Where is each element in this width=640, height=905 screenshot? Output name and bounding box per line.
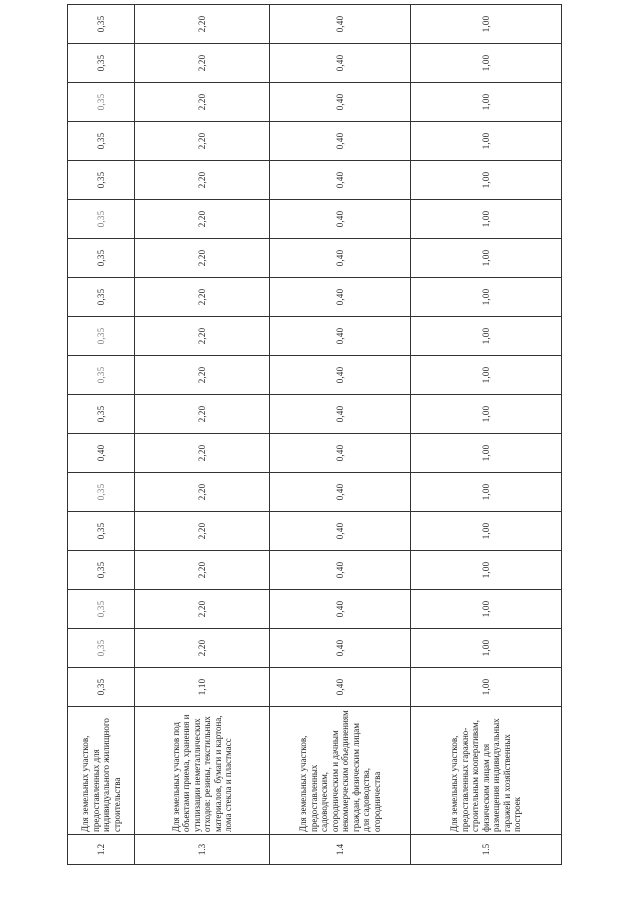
table-row [270,5,411,865]
coefficient-cell: 0,35 [68,551,135,590]
coefficient-cell: 2,20 [135,239,270,278]
coefficient-cell: 0,40 [270,395,411,434]
coefficient-cell: 0,40 [270,551,411,590]
coefficient-cell: 0,40 [270,317,411,356]
coefficient-cell: 0,40 [270,161,411,200]
coefficient-cell: 0,40 [270,473,411,512]
coefficient-cell: 1,00 [411,473,562,512]
coefficient-cell: 0,40 [270,5,411,44]
row-number: 1.3 [135,835,270,865]
coefficient-cell: 0,35 [68,590,135,629]
coefficient-cell: 2,20 [135,200,270,239]
coefficient-cell: 2,20 [135,278,270,317]
coefficient-cell: 0,40 [270,668,411,707]
coefficient-cell: 1,00 [411,5,562,44]
coefficient-cell: 0,40 [270,200,411,239]
coefficient-cell: 0,35 [68,239,135,278]
coefficient-cell: 2,20 [135,629,270,668]
coefficient-cell: 2,20 [135,161,270,200]
coefficient-cell: 2,20 [135,434,270,473]
coefficient-cell: 2,20 [135,122,270,161]
coefficient-cell: 0,40 [270,590,411,629]
coefficient-cell: 0,40 [270,44,411,83]
row-number: 1.2 [68,835,135,865]
coefficient-cell: 1,00 [411,122,562,161]
coefficient-cell: 1,00 [411,239,562,278]
coefficient-cell: 0,40 [270,512,411,551]
coefficient-cell: 1,00 [411,83,562,122]
row-description: Для земельных участков под объектами приема, хранения и утилизации неметаллических отходов: резины, текстильных материалов, бумаги и картона, лома стекла и пластмасс [135,707,270,835]
coefficient-cell: 2,20 [135,356,270,395]
coefficient-cell: 0,35 [68,629,135,668]
coefficient-cell: 0,35 [68,5,135,44]
coefficient-cell: 2,20 [135,317,270,356]
table-row [68,5,135,865]
row-description: Для земельных участков, предоставленных для индивидуального жилищного строительства [68,707,135,835]
coefficient-cell: 0,35 [68,668,135,707]
coefficient-cell: 1,00 [411,395,562,434]
coefficient-cell: 0,35 [68,83,135,122]
coefficient-cell: 1,00 [411,668,562,707]
coefficient-cell: 1,10 [135,668,270,707]
coefficient-cell: 0,40 [270,278,411,317]
coefficient-cell: 1,00 [411,512,562,551]
coefficient-cell: 0,35 [68,473,135,512]
coefficient-cell: 0,40 [270,434,411,473]
coefficient-cell: 2,20 [135,512,270,551]
coefficient-table [67,4,562,865]
coefficient-cell: 1,00 [411,317,562,356]
coefficient-cell: 0,35 [68,200,135,239]
coefficient-cell: 0,40 [270,239,411,278]
table-row [411,5,562,865]
rotated-table-wrapper [67,5,559,865]
coefficient-cell: 1,00 [411,200,562,239]
coefficient-cell: 0,35 [68,512,135,551]
coefficient-cell: 0,35 [68,395,135,434]
coefficient-cell: 1,00 [411,434,562,473]
coefficient-cell: 0,35 [68,44,135,83]
coefficient-cell: 2,20 [135,473,270,512]
coefficient-cell: 0,40 [270,122,411,161]
row-number: 1.4 [270,835,411,865]
row-description: Для земельных участков, предоставленных садоводческим, огородническим и дачным некоммерческим объединениям граждан, физическим лицам для садоводства, огородничества [270,707,411,835]
coefficient-cell: 2,20 [135,83,270,122]
coefficient-cell: 0,40 [68,434,135,473]
coefficient-cell: 2,20 [135,590,270,629]
row-number: 1.5 [411,835,562,865]
coefficient-cell: 0,40 [270,629,411,668]
coefficient-cell: 1,00 [411,356,562,395]
coefficient-cell: 1,00 [411,278,562,317]
coefficient-cell: 0,40 [270,83,411,122]
coefficient-cell: 1,00 [411,551,562,590]
coefficient-cell: 1,00 [411,161,562,200]
row-description: Для земельных участков, предоставленных гаражно-строительным кооперативам, физическим лицам для размещения индивидуальных гаражей и хозяйственных построек [411,707,562,835]
table-row [135,5,270,865]
coefficient-cell: 0,40 [270,356,411,395]
coefficient-cell: 2,20 [135,5,270,44]
coefficient-cell: 0,35 [68,122,135,161]
coefficient-cell: 1,00 [411,590,562,629]
coefficient-cell: 2,20 [135,44,270,83]
coefficient-cell: 2,20 [135,395,270,434]
coefficient-cell: 1,00 [411,629,562,668]
coefficient-cell: 2,20 [135,551,270,590]
coefficient-cell: 0,35 [68,356,135,395]
coefficient-cell: 1,00 [411,44,562,83]
coefficient-cell: 0,35 [68,278,135,317]
coefficient-cell: 0,35 [68,317,135,356]
coefficient-cell: 0,35 [68,161,135,200]
